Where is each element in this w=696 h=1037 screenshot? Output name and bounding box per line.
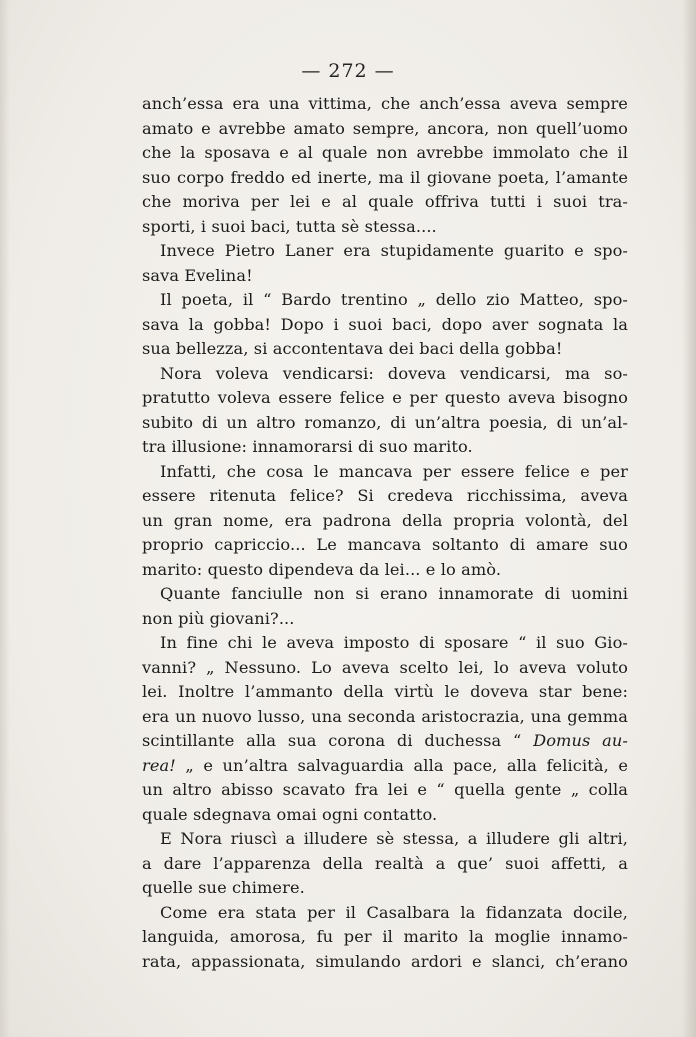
- text-line-content: che la sposava e al quale non avrebbe immolato che il: [142, 143, 628, 162]
- text-line: [142, 950, 628, 975]
- text-line-content: tra illusione: innamorarsi di suo marito.: [142, 437, 473, 456]
- text-line-content: amato e avrebbe amato sempre, ancora, non quell’uomo: [142, 118, 628, 138]
- text-line: [142, 803, 628, 828]
- text-line: [142, 117, 628, 142]
- text-line-content: rata, appassionata, simulando ardori e slanci, ch’erano: [142, 951, 628, 971]
- text-line-content: un altro abisso scavato fra lei e “ quella gente „ colla: [142, 780, 628, 799]
- text-line-content: sua bellezza, si accontentava dei baci della gobba!: [142, 339, 563, 358]
- text-line-content: Il poeta, il “ Bardo trentino „ dello zio Matteo, spo-: [160, 290, 628, 309]
- text-line: [142, 435, 628, 460]
- text-line: [142, 239, 628, 264]
- text-line-content: un gran nome, era padrona della propria volontà, del: [142, 510, 628, 530]
- text-line-content: Infatti, che cosa le mancava per essere felice e per: [160, 461, 628, 481]
- text-line: [142, 92, 628, 117]
- text-line-content: essere ritenuta felice? Si credeva ricchissima, aveva: [142, 486, 628, 505]
- page-body-text: [142, 92, 628, 974]
- text-line: [142, 778, 628, 803]
- text-line-content: Nora voleva vendicarsi: doveva vendicarsi, ma so-: [160, 363, 628, 383]
- text-line-content: scintillante alla sua corona di duchessa “: [142, 731, 522, 750]
- text-line: [142, 215, 628, 240]
- text-line-content: sava Evelina!: [142, 265, 253, 285]
- text-line: [142, 509, 628, 534]
- text-line: [142, 631, 628, 656]
- italic-text: Domus au-: [521, 731, 628, 750]
- text-line-content: non più giovani?...: [142, 608, 295, 628]
- text-line: [142, 411, 628, 436]
- text-line: [142, 656, 628, 681]
- text-line: [142, 386, 628, 411]
- text-line-content: anch’essa era una vittima, che anch’essa aveva sempre: [142, 94, 628, 113]
- text-line: [142, 680, 628, 705]
- text-line-content: sava la gobba! Dopo i suoi baci, dopo aver sognata la: [142, 314, 628, 334]
- text-line-content: marito: questo dipendeva da lei... e lo amò.: [142, 559, 502, 579]
- text-line: [142, 582, 628, 607]
- text-line: [142, 558, 628, 583]
- text-line-content: Quante fanciulle non si erano innamorate di uomini: [160, 584, 628, 603]
- text-line: [142, 705, 628, 730]
- text-line-content: subito di un altro romanzo, di un’altra poesia, di un’al-: [142, 412, 628, 432]
- text-line-content: languida, amorosa, fu per il marito la moglie innamo-: [142, 927, 628, 946]
- text-line: [142, 729, 628, 754]
- text-line: [142, 190, 628, 215]
- page-number: — 272 —: [301, 60, 395, 82]
- text-line-content: era un nuovo lusso, una seconda aristocrazia, una gemma: [142, 706, 628, 726]
- text-line-content: In fine chi le aveva imposto di sposare “ il suo Gio-: [160, 633, 628, 652]
- text-line: [142, 264, 628, 289]
- text-line-content: E Nora riuscì a illudere sè stessa, a illudere gli altri,: [160, 829, 628, 848]
- text-line: [142, 925, 628, 950]
- text-line: [142, 827, 628, 852]
- text-line-content: Come era stata per il Casalbara la fidanzata docile,: [160, 902, 628, 922]
- text-line: [142, 876, 628, 901]
- text-line: [142, 533, 628, 558]
- text-line: [142, 166, 628, 191]
- text-line: [142, 754, 628, 779]
- text-line-content: suo corpo freddo ed inerte, ma il giovane poeta, l’amante: [142, 167, 628, 187]
- text-line: [142, 141, 628, 166]
- page-left-edge-shadow: [0, 0, 10, 1037]
- text-line-content: quale sdegnava omai ogni contatto.: [142, 804, 438, 824]
- text-line: [142, 901, 628, 926]
- text-line: [142, 313, 628, 338]
- text-line-content: lei. Inoltre l’ammanto della virtù le doveva star bene:: [142, 682, 628, 701]
- text-line-content: „ e un’altra salvaguardia alla pace, alla felicità, e: [175, 755, 628, 775]
- text-line-content: a dare l’apparenza della realtà a que’ suoi affetti, a: [142, 853, 628, 873]
- text-line: [142, 460, 628, 485]
- text-line: [142, 288, 628, 313]
- text-line: [142, 362, 628, 387]
- text-line-content: vanni? „ Nessuno. Lo aveva scelto lei, lo aveva voluto: [142, 657, 628, 677]
- italic-text: rea!: [142, 755, 176, 775]
- text-line: [142, 607, 628, 632]
- text-line: [142, 337, 628, 362]
- text-line-content: quelle sue chimere.: [142, 878, 305, 897]
- text-line-content: che moriva per lei e al quale offriva tutti i suoi tra-: [142, 192, 628, 211]
- text-line-content: sporti, i suoi baci, tutta sè stessa....: [142, 216, 437, 236]
- text-line: [142, 852, 628, 877]
- text-line-content: Invece Pietro Laner era stupidamente guarito e spo-: [160, 241, 628, 260]
- page-right-edge-shadow: [682, 0, 696, 1037]
- text-line: [142, 484, 628, 509]
- text-line-content: proprio capriccio... Le mancava soltanto di amare suo: [142, 535, 628, 554]
- text-line-content: pratutto voleva essere felice e per questo aveva bisogno: [142, 388, 628, 407]
